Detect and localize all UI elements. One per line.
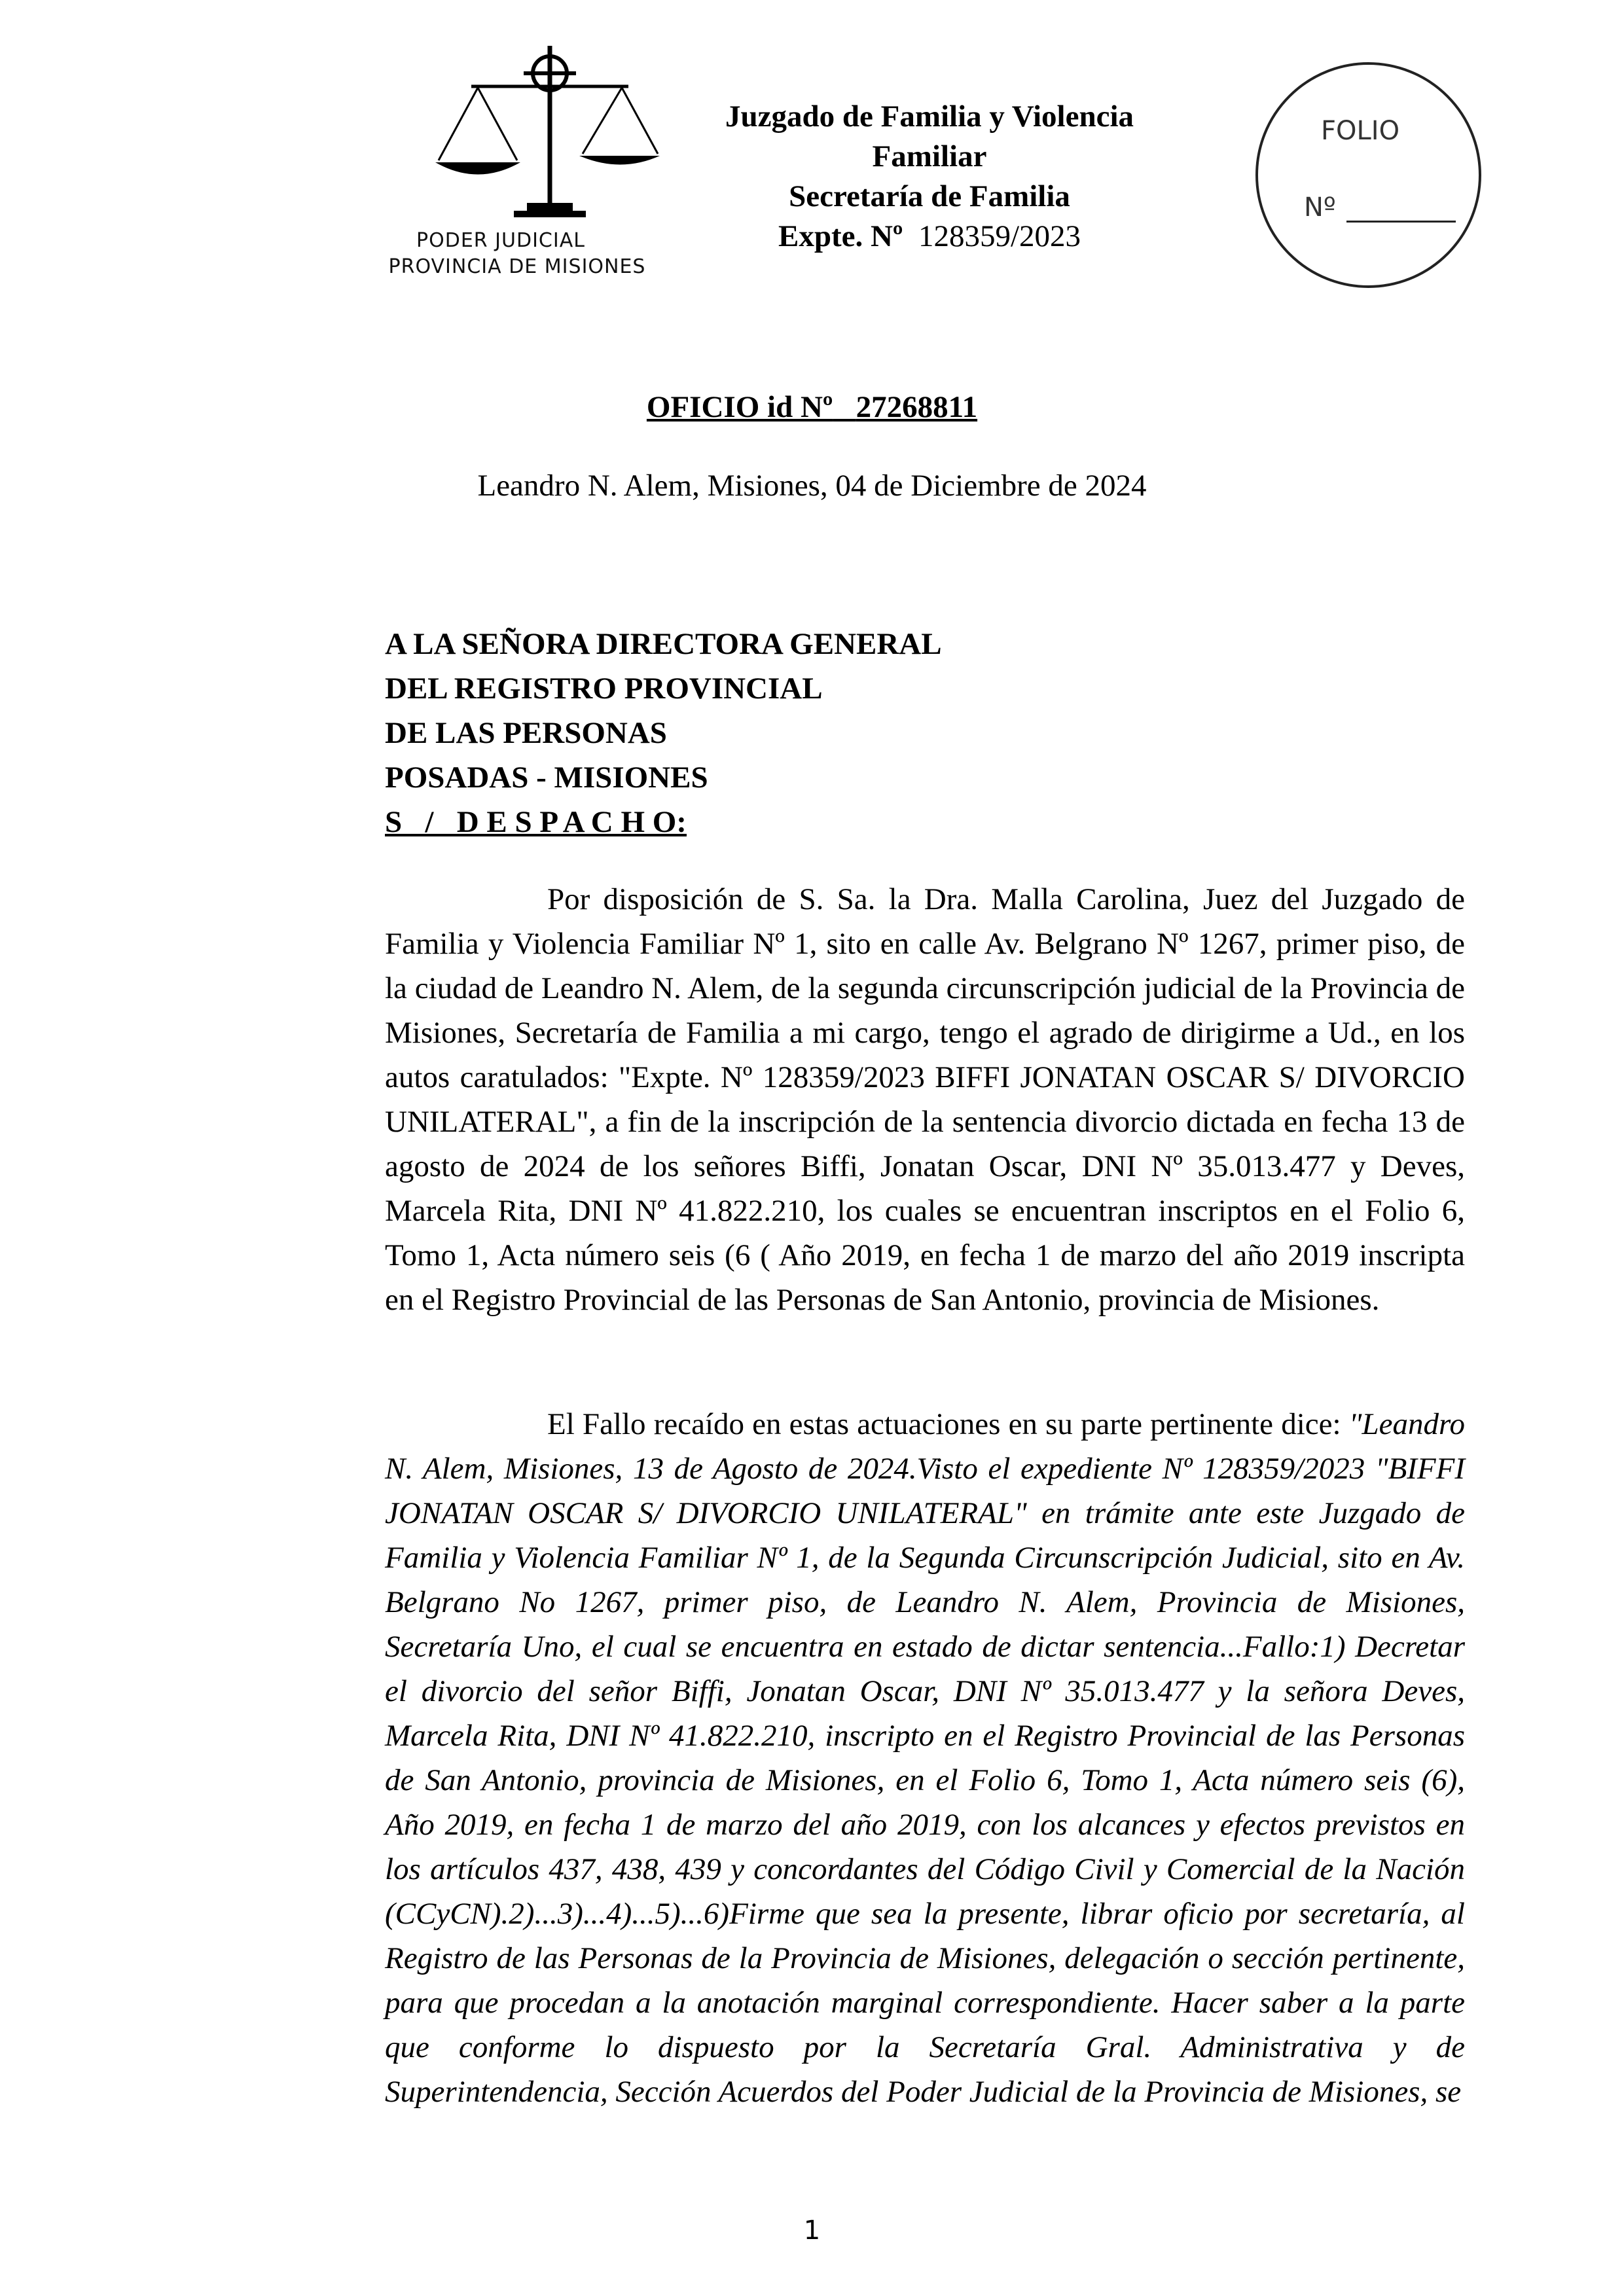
expediente-line bbox=[694, 217, 1165, 257]
court-name-line-2: Familiar bbox=[872, 139, 987, 173]
body-paragraph-2 bbox=[385, 1402, 1465, 2114]
page-number: 1 bbox=[803, 2215, 821, 2246]
court-header bbox=[694, 97, 1165, 257]
oficio-title bbox=[0, 389, 1624, 425]
fallo-quote: "Leandro N. Alem, Misiones, 13 de Agosto de 2024.Visto el expediente Nº 128359/2023 "BIFFI JONATAN OSCAR S/ DIVORCIO UNILATERAL" en trámite ante este Juzgado de Familia y Violencia Familiar Nº 1, de la Segunda Circunscripción Judicial, sito en Av. Belgrano No 1267, primer piso, de Leandro N. Alem, Provincia de Misiones, Secretaría Uno, el cual se encuentra en estado de dictar sentencia...Fallo:1) Decretar el divorcio del señor Biffi, Jonatan Oscar, DNI Nº 35.013.477 y la señora Deves, Marcela Rita, DNI Nº 41.822.210, inscripto en el Registro Provincial de las Personas de San Antonio, provincia de Misiones, en el Folio 6, Tomo 1, Acta número seis (6), Año 2019, en fecha 1 de marzo del año 2019, con los alcances y efectos previstos en los artículos 437, 438, 439 y concordantes del Código Civil y Comercial de la Nación (CCyCN).2)...3)...4)...5)...6)Firme que sea la presente, librar oficio por secretaría, al Registro de las Personas de la Provincia de Misiones, delegación o sección pertinente, para que procedan a la anotación marginal correspondiente. Hacer saber a la parte que conforme lo dispuesto por la Secretaría Gral. Administrativa y de Superintendencia, Sección Acuerdos del Poder Judicial de la Provincia de Misiones, se bbox=[385, 1407, 1466, 2109]
folio-title: FOLIO bbox=[1321, 116, 1400, 146]
addressee-line-1: A LA SEÑORA DIRECTORA GENERAL bbox=[385, 627, 942, 661]
folio-stamp bbox=[1255, 62, 1481, 288]
oficio-number: 27268811 bbox=[856, 390, 978, 424]
expediente-number: 128359/2023 bbox=[918, 219, 1081, 253]
court-name-line-1: Juzgado de Familia y Violencia bbox=[725, 99, 1134, 134]
expediente-label: Expte. Nº bbox=[778, 219, 903, 253]
scales-of-justice-icon bbox=[425, 39, 661, 226]
logo-line-1: PODER JUDICIAL bbox=[416, 229, 585, 252]
body-paragraph-1: Por disposición de S. Sa. la Dra. Malla Carolina, Juez del Juzgado de Familia y Violencia Familiar Nº 1, sito en calle Av. Belgrano Nº 1267, primer piso, de la ciudad de Leandro N. Alem, de la segunda circunscripción judicial de la Provincia de Misiones, Secretaría de Familia a mi cargo, tengo el agrado de dirigirme a Ud., en los autos caratulados: "Expte. Nº 128359/2023 BIFFI JONATAN OSCAR S/ DIVORCIO UNILATERAL", a fin de la inscripción de la sentencia divorcio dictada en fecha 13 de agosto de 2024 de los señores Biffi, Jonatan Oscar, DNI Nº 35.013.477 y Deves, Marcela Rita, DNI Nº 41.822.210, los cuales se encuentran inscriptos en el Folio 6, Tomo 1, Acta número seis (6 ( Año 2019, en fecha 1 de marzo del año 2019 inscripta en el Registro Provincial de las Personas de San Antonio, provincia de Misiones. bbox=[385, 882, 1465, 1317]
place-date: Leandro N. Alem, Misiones, 04 de Diciembre de 2024 bbox=[477, 469, 1147, 503]
folio-number-blank bbox=[1346, 221, 1456, 223]
addressee-block bbox=[385, 622, 942, 844]
addressee-line-2: DEL REGISTRO PROVINCIAL bbox=[385, 672, 823, 706]
oficio-label: OFICIO id Nº bbox=[646, 390, 833, 424]
addressee-line-4: POSADAS - MISIONES bbox=[385, 761, 708, 795]
secretaria-name: Secretaría de Familia bbox=[789, 179, 1070, 213]
folio-number-label: Nº bbox=[1304, 192, 1336, 223]
despacho-line: S / D E S P A C H O: bbox=[385, 805, 687, 839]
addressee-line-3: DE LAS PERSONAS bbox=[385, 716, 667, 750]
poder-judicial-logo bbox=[388, 39, 674, 288]
fallo-intro: El Fallo recaído en estas actuaciones en su parte pertinente dice: bbox=[547, 1407, 1341, 1441]
logo-line-2: PROVINCIA DE MISIONES bbox=[388, 255, 646, 278]
